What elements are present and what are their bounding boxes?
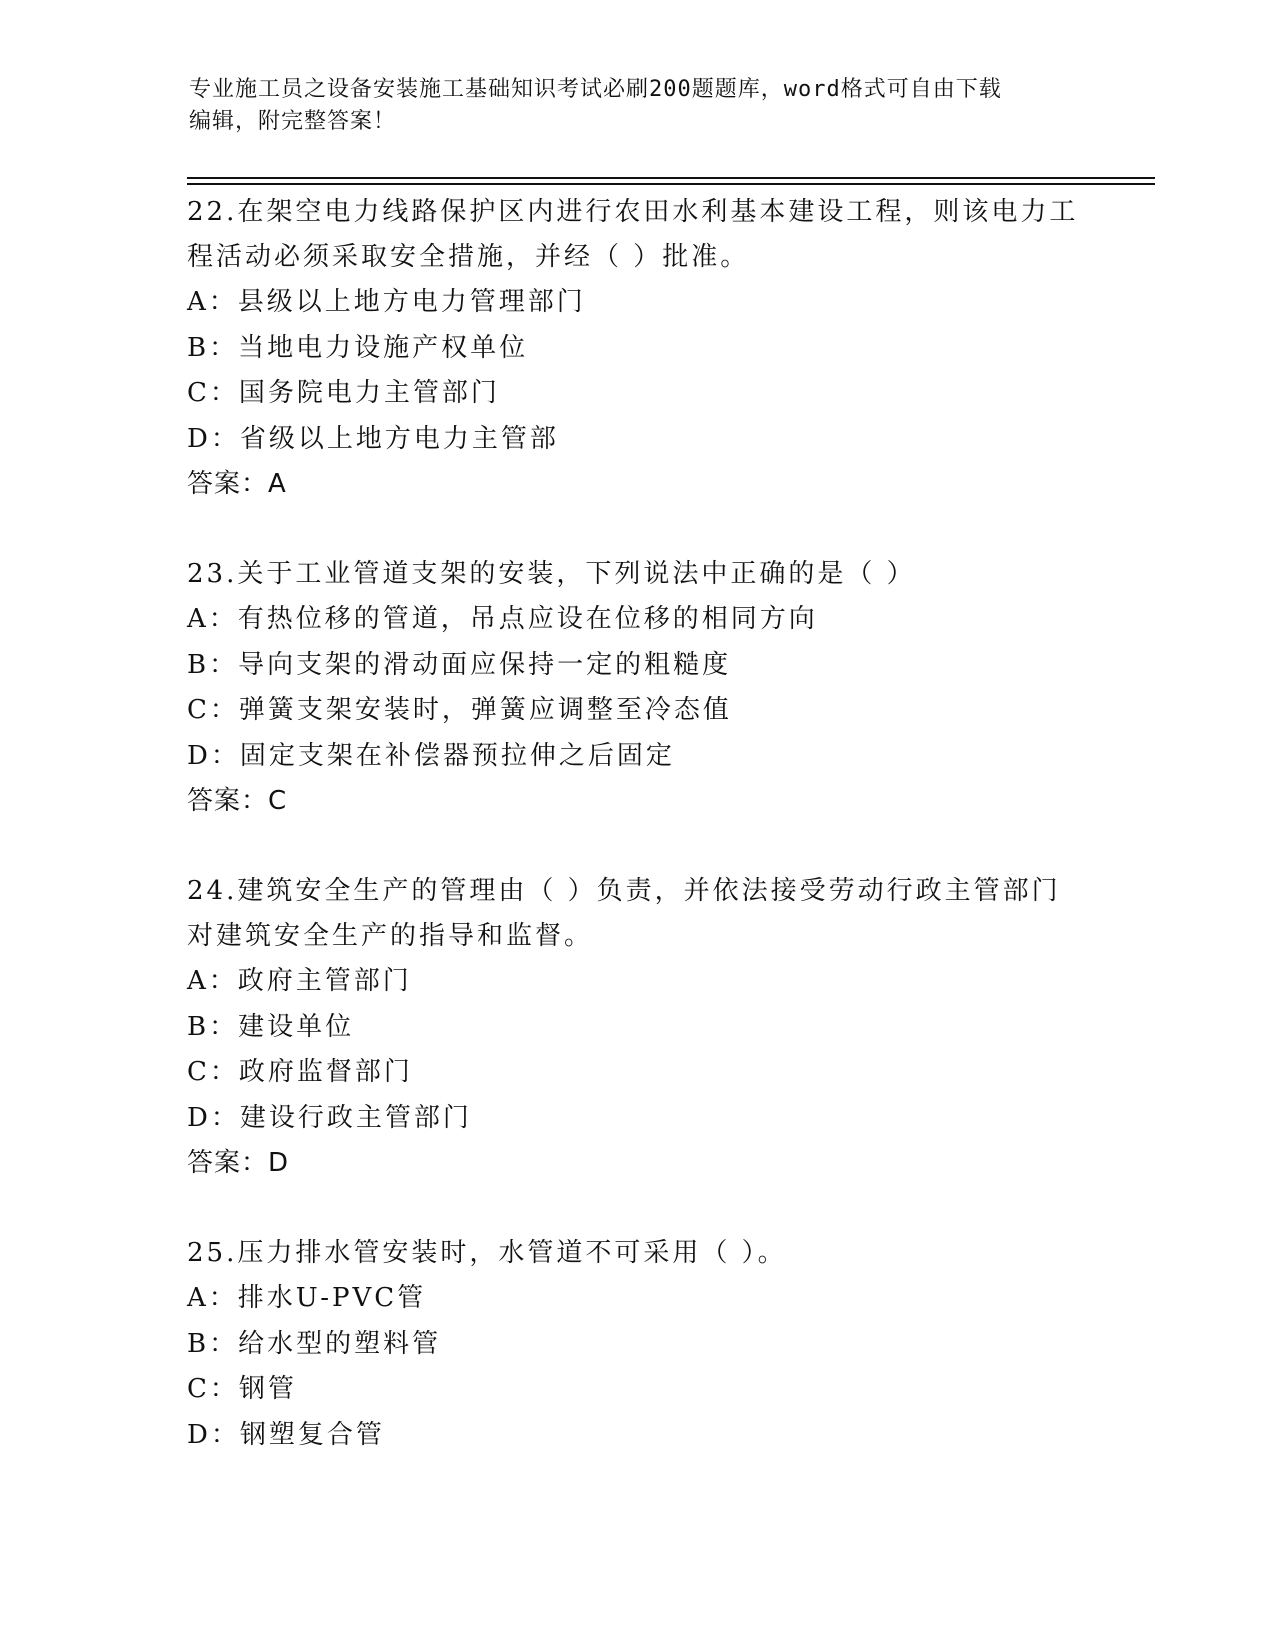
option-b: B：建设单位 [187,1011,355,1042]
option-d: D：钢塑复合管 [187,1419,385,1450]
header-line-2: 编辑，附完整答案！ [189,109,397,134]
question-title-line: 对建筑安全生产的指导和监督。 [187,921,594,951]
question-title-line: 程活动必须采取安全措施，并经（ ）批准。 [187,242,750,272]
answer-text: 答案：A [187,469,287,499]
option-c: C：弹簧支架安装时，弹簧应调整至冷态值 [187,695,732,725]
option-d: D：固定支架在补偿器预拉伸之后固定 [187,740,675,771]
question-25 [187,1231,1087,1458]
option-a: A：有热位移的管道，吊点应设在位移的相同方向 [187,604,818,634]
option-c: C：钢管 [187,1374,297,1404]
header-divider-bottom [187,183,1155,185]
document-header [189,74,1069,138]
option-c: C：政府监督部门 [187,1057,413,1087]
question-23 [187,552,1087,824]
option-d: D：省级以上地方电力主管部 [187,423,559,454]
option-a: A：排水U-PVC管 [187,1283,427,1313]
question-24 [187,869,1087,1186]
question-list [187,190,1087,1503]
question-22 [187,190,1087,507]
question-title-line: 25.压力排水管安装时，水管道不可采用（ ）。 [187,1238,787,1268]
question-title-line: 23.关于工业管道支架的安装，下列说法中正确的是（ ） [187,559,916,589]
option-d: D：建设行政主管部门 [187,1102,472,1133]
option-c: C：国务院电力主管部门 [187,378,500,408]
option-a: A：政府主管部门 [187,966,412,996]
option-b: B：给水型的塑料管 [187,1328,442,1359]
answer-text: 答案：D [187,1148,290,1178]
question-title-line: 22.在架空电力线路保护区内进行农田水利基本建设工程，则该电力工 [187,197,1079,227]
header-line-1: 专业施工员之设备安装施工基础知识考试必刷200题题库，word格式可自由下载 [189,77,1002,102]
option-b: B：当地电力设施产权单位 [187,332,529,363]
answer-text: 答案：C [187,786,288,816]
question-title-line: 24.建筑安全生产的管理由（ ）负责，并依法接受劳动行政主管部门 [187,876,1061,906]
header-divider-top [187,177,1155,179]
option-a: A：县级以上地方电力管理部门 [187,287,586,317]
option-b: B：导向支架的滑动面应保持一定的粗糙度 [187,649,732,680]
